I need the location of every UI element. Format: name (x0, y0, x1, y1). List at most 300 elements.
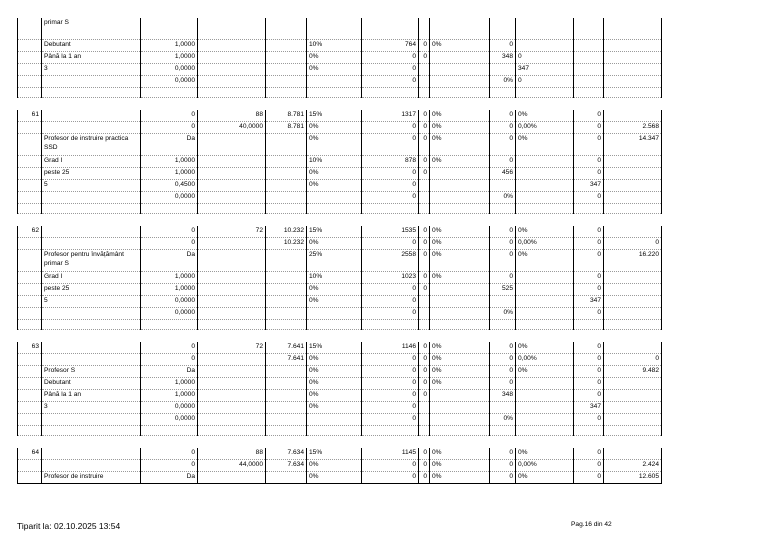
table-cell (430, 192, 490, 204)
table-cell: 0 (490, 250, 516, 272)
table-cell: 0% (490, 192, 516, 204)
table-cell: 525 (490, 284, 516, 296)
table-cell (18, 168, 42, 180)
table-cell (141, 88, 198, 98)
table-cell: 10% (307, 156, 362, 168)
table-cell (198, 272, 266, 284)
table-cell: Grad I (42, 272, 141, 284)
table-cell: 0% (430, 342, 490, 354)
table-cell: 764 (362, 40, 419, 52)
table-cell (266, 250, 307, 272)
table-cell (141, 18, 198, 40)
table-cell (490, 204, 516, 214)
table-cell (574, 76, 604, 88)
table-cell (198, 180, 266, 192)
table-cell (574, 64, 604, 76)
table-cell (198, 414, 266, 426)
table-cell (430, 52, 490, 64)
table-row (18, 460, 662, 472)
table-row (18, 284, 662, 296)
table-cell (604, 88, 662, 98)
table-cell (42, 110, 141, 122)
table-cell: 0 (419, 110, 430, 122)
table-cell: 0 (362, 122, 419, 134)
table-cell: 0 (419, 272, 430, 284)
table-cell (307, 18, 362, 40)
table-row (18, 426, 662, 436)
table-row (18, 110, 662, 122)
table-cell (430, 204, 490, 214)
table-cell (18, 134, 42, 156)
table-cell (574, 52, 604, 64)
table-cell (516, 40, 574, 52)
table-row (18, 76, 662, 88)
table-cell: 0 (419, 354, 430, 366)
table-cell (604, 226, 662, 238)
table-cell: 0,4500 (141, 180, 198, 192)
salary-table-container (17, 18, 661, 484)
table-cell: 1,0000 (141, 390, 198, 402)
table-cell: 0 (574, 250, 604, 272)
table-cell (266, 180, 307, 192)
table-cell: 1,0000 (141, 168, 198, 180)
table-cell: 88 (198, 448, 266, 460)
table-cell (604, 448, 662, 460)
table-cell: 0% (430, 110, 490, 122)
table-cell (266, 204, 307, 214)
table-cell (516, 204, 574, 214)
table-cell: 0% (516, 448, 574, 460)
table-cell: 0 (141, 122, 198, 134)
table-cell (490, 64, 516, 76)
table-cell: 0 (574, 192, 604, 204)
table-cell: 0% (307, 296, 362, 308)
table-cell: 0 (419, 122, 430, 134)
table-cell: Da (141, 366, 198, 378)
table-cell: 0,00% (516, 122, 574, 134)
table-cell (430, 402, 490, 414)
spacer-row (18, 98, 662, 111)
table-row (18, 448, 662, 460)
table-cell: 14.347 (604, 134, 662, 156)
table-cell: 0% (307, 402, 362, 414)
table-cell (419, 320, 430, 330)
table-cell: Profesor de instruire (42, 472, 141, 484)
table-cell: 7.634 (266, 460, 307, 472)
table-cell: 0 (604, 238, 662, 250)
table-cell (430, 168, 490, 180)
table-cell (198, 52, 266, 64)
table-cell: 0 (419, 390, 430, 402)
table-cell (604, 320, 662, 330)
table-cell: Da (141, 472, 198, 484)
table-cell (419, 180, 430, 192)
table-cell (419, 426, 430, 436)
table-cell (516, 426, 574, 436)
table-cell: 0 (362, 414, 419, 426)
table-cell (516, 284, 574, 296)
table-cell (574, 320, 604, 330)
table-cell: 0 (574, 460, 604, 472)
spacer-row (18, 330, 662, 343)
table-cell (419, 414, 430, 426)
table-cell (266, 378, 307, 390)
spacer-cell (18, 214, 662, 227)
table-cell (574, 426, 604, 436)
table-cell (198, 308, 266, 320)
table-cell: 0 (490, 472, 516, 484)
table-cell: 0 (574, 448, 604, 460)
table-cell: 0 (574, 110, 604, 122)
table-cell: 0% (430, 272, 490, 284)
table-cell (18, 284, 42, 296)
table-cell (419, 64, 430, 76)
table-cell (430, 426, 490, 436)
table-cell (430, 284, 490, 296)
table-cell: 62 (18, 226, 42, 238)
table-cell: 0% (307, 168, 362, 180)
table-cell (18, 250, 42, 272)
table-cell: 72 (198, 226, 266, 238)
table-cell: 0% (516, 226, 574, 238)
table-cell: 0 (490, 342, 516, 354)
table-cell: 0,0000 (141, 76, 198, 88)
table-cell: Profesor pentru învățământ primar S (42, 250, 141, 272)
table-cell: 0 (419, 168, 430, 180)
table-cell (266, 52, 307, 64)
table-cell: 0 (362, 354, 419, 366)
table-cell: 0% (430, 226, 490, 238)
table-row (18, 342, 662, 354)
table-cell (266, 134, 307, 156)
table-cell: 2.568 (604, 122, 662, 134)
table-cell (430, 296, 490, 308)
table-cell (307, 320, 362, 330)
table-cell: 0% (430, 122, 490, 134)
table-body (18, 18, 662, 484)
table-cell: 0% (430, 472, 490, 484)
table-cell: 0 (490, 366, 516, 378)
table-cell: 0 (362, 284, 419, 296)
table-row (18, 64, 662, 76)
table-cell (419, 88, 430, 98)
table-cell: 0 (419, 226, 430, 238)
table-cell: 0 (574, 272, 604, 284)
table-cell (362, 426, 419, 436)
table-cell: 348 (490, 52, 516, 64)
table-cell (198, 320, 266, 330)
table-cell: 0 (574, 308, 604, 320)
table-cell (18, 238, 42, 250)
table-cell: 64 (18, 448, 42, 460)
table-cell (18, 296, 42, 308)
table-cell (266, 76, 307, 88)
table-cell: 0 (362, 308, 419, 320)
table-cell: peste 25 (42, 168, 141, 180)
table-cell (362, 88, 419, 98)
table-cell (430, 18, 490, 40)
table-cell: 0 (490, 448, 516, 460)
table-cell (266, 284, 307, 296)
table-cell (430, 180, 490, 192)
table-cell (18, 52, 42, 64)
table-cell (362, 204, 419, 214)
table-cell: 1317 (362, 110, 419, 122)
table-cell (266, 390, 307, 402)
table-cell: 0 (362, 378, 419, 390)
table-cell: 0 (141, 226, 198, 238)
table-cell: 7.641 (266, 354, 307, 366)
table-cell (604, 414, 662, 426)
table-cell (430, 320, 490, 330)
table-cell: peste 25 (42, 284, 141, 296)
table-cell: 0 (574, 414, 604, 426)
table-cell (516, 180, 574, 192)
page-number: Pag.16 din 42 (571, 521, 612, 528)
table-cell (516, 88, 574, 98)
table-cell: Până la 1 an (42, 390, 141, 402)
table-cell: 0% (490, 308, 516, 320)
table-cell: 0 (490, 238, 516, 250)
table-row (18, 52, 662, 64)
table-row (18, 192, 662, 204)
table-cell: 0% (307, 122, 362, 134)
table-cell: 12.605 (604, 472, 662, 484)
table-cell: 2.424 (604, 460, 662, 472)
table-cell: 0% (430, 448, 490, 460)
table-cell (198, 192, 266, 204)
table-cell: Da (141, 134, 198, 156)
table-cell (266, 414, 307, 426)
table-cell: 0% (307, 390, 362, 402)
table-cell: 347 (574, 402, 604, 414)
table-cell: 0,0000 (141, 308, 198, 320)
table-cell: 0 (141, 238, 198, 250)
table-cell: 0 (362, 52, 419, 64)
table-cell (266, 168, 307, 180)
table-cell (604, 40, 662, 52)
table-cell (516, 192, 574, 204)
table-cell (574, 88, 604, 98)
table-row (18, 134, 662, 156)
table-cell: 0 (574, 156, 604, 168)
table-cell: 1146 (362, 342, 419, 354)
table-cell (198, 390, 266, 402)
table-cell: 63 (18, 342, 42, 354)
table-cell (490, 180, 516, 192)
table-cell: 0 (574, 366, 604, 378)
table-cell: 0 (490, 226, 516, 238)
table-cell (516, 18, 574, 40)
table-cell: 0 (419, 40, 430, 52)
table-cell: 1023 (362, 272, 419, 284)
table-cell: 1,0000 (141, 378, 198, 390)
table-cell: 0% (307, 460, 362, 472)
table-cell (266, 64, 307, 76)
table-cell: 0% (307, 378, 362, 390)
table-cell: 0,0000 (141, 296, 198, 308)
table-cell (18, 460, 42, 472)
table-cell (198, 402, 266, 414)
spacer-row (18, 214, 662, 227)
table-cell: 0 (362, 168, 419, 180)
table-cell: 0 (419, 134, 430, 156)
table-cell (490, 320, 516, 330)
table-cell: 0 (362, 134, 419, 156)
table-cell: 0,00% (516, 460, 574, 472)
table-cell (574, 204, 604, 214)
table-cell: 0% (430, 40, 490, 52)
table-cell (604, 284, 662, 296)
table-cell (574, 40, 604, 52)
table-cell (18, 18, 42, 40)
table-cell (18, 354, 42, 366)
table-cell: 0 (362, 402, 419, 414)
table-cell (18, 204, 42, 214)
table-cell (604, 426, 662, 436)
table-cell (266, 426, 307, 436)
table-cell: 16.220 (604, 250, 662, 272)
table-cell (490, 296, 516, 308)
table-cell (141, 204, 198, 214)
table-row (18, 180, 662, 192)
table-cell (307, 76, 362, 88)
table-cell: 0% (307, 238, 362, 250)
table-cell (198, 284, 266, 296)
table-cell: 0 (516, 76, 574, 88)
table-cell: 0 (490, 110, 516, 122)
table-cell: 5 (42, 180, 141, 192)
table-row (18, 122, 662, 134)
table-cell: 0% (307, 64, 362, 76)
table-cell: 0% (430, 250, 490, 272)
table-cell: 0 (574, 134, 604, 156)
table-cell: 0% (430, 134, 490, 156)
table-cell (198, 88, 266, 98)
table-cell (419, 402, 430, 414)
table-cell (198, 168, 266, 180)
table-cell (42, 122, 141, 134)
table-cell (604, 204, 662, 214)
table-cell (266, 472, 307, 484)
table-cell (42, 320, 141, 330)
table-row (18, 272, 662, 284)
table-cell: 0,00% (516, 354, 574, 366)
table-cell: 0 (362, 180, 419, 192)
table-cell: 0 (419, 342, 430, 354)
table-cell: 0 (574, 122, 604, 134)
table-cell (430, 76, 490, 88)
table-cell: 456 (490, 168, 516, 180)
table-cell: 0% (430, 366, 490, 378)
table-cell (42, 414, 141, 426)
table-cell (198, 204, 266, 214)
table-row (18, 18, 662, 40)
table-row (18, 250, 662, 272)
table-cell (362, 320, 419, 330)
table-cell: 0 (362, 238, 419, 250)
table-cell (516, 308, 574, 320)
table-cell (198, 40, 266, 52)
table-cell (42, 192, 141, 204)
table-cell (198, 64, 266, 76)
table-cell: Debutant (42, 40, 141, 52)
table-cell: 347 (516, 64, 574, 76)
table-cell: 347 (574, 180, 604, 192)
table-row (18, 414, 662, 426)
table-cell: 1,0000 (141, 284, 198, 296)
table-cell (490, 402, 516, 414)
table-cell: 0 (141, 354, 198, 366)
table-cell (516, 168, 574, 180)
table-cell: 10.232 (266, 238, 307, 250)
table-cell: 0 (141, 448, 198, 460)
table-cell (604, 64, 662, 76)
table-cell: 0 (362, 64, 419, 76)
table-cell: 0% (307, 366, 362, 378)
table-cell (42, 238, 141, 250)
table-cell: 7.641 (266, 342, 307, 354)
table-cell: Profesor de instruire practica SSD (42, 134, 141, 156)
table-cell (18, 156, 42, 168)
table-cell: 10% (307, 272, 362, 284)
table-cell: Da (141, 250, 198, 272)
table-cell: 0 (490, 460, 516, 472)
table-cell: 0% (430, 156, 490, 168)
table-row (18, 402, 662, 414)
table-cell (198, 250, 266, 272)
table-cell: 0% (307, 52, 362, 64)
table-cell: 0 (490, 156, 516, 168)
table-cell (42, 76, 141, 88)
table-cell: 8.781 (266, 110, 307, 122)
table-cell: 1,0000 (141, 40, 198, 52)
table-cell: 0,0000 (141, 414, 198, 426)
table-cell (42, 426, 141, 436)
table-cell: 0 (574, 226, 604, 238)
table-cell: 0 (362, 192, 419, 204)
table-cell: 10% (307, 40, 362, 52)
table-row (18, 168, 662, 180)
table-cell (604, 390, 662, 402)
table-cell (198, 378, 266, 390)
table-cell: 347 (574, 296, 604, 308)
table-cell (42, 308, 141, 320)
table-cell: 5 (42, 296, 141, 308)
table-cell (18, 414, 42, 426)
table-cell (516, 320, 574, 330)
table-cell (266, 308, 307, 320)
table-cell: 0,0000 (141, 402, 198, 414)
table-cell: 1,0000 (141, 52, 198, 64)
print-timestamp: Tiparit la: 02.10.2025 13:54 (17, 521, 121, 531)
table-cell (490, 18, 516, 40)
table-cell (266, 402, 307, 414)
table-cell: 0 (419, 378, 430, 390)
table-cell (604, 192, 662, 204)
table-cell: 10.232 (266, 226, 307, 238)
table-cell: 61 (18, 110, 42, 122)
table-cell: 0% (516, 134, 574, 156)
table-cell (198, 18, 266, 40)
table-cell (18, 272, 42, 284)
table-cell (18, 308, 42, 320)
table-cell: 0 (362, 366, 419, 378)
table-row (18, 238, 662, 250)
table-cell (42, 460, 141, 472)
table-cell (18, 472, 42, 484)
table-cell (490, 88, 516, 98)
